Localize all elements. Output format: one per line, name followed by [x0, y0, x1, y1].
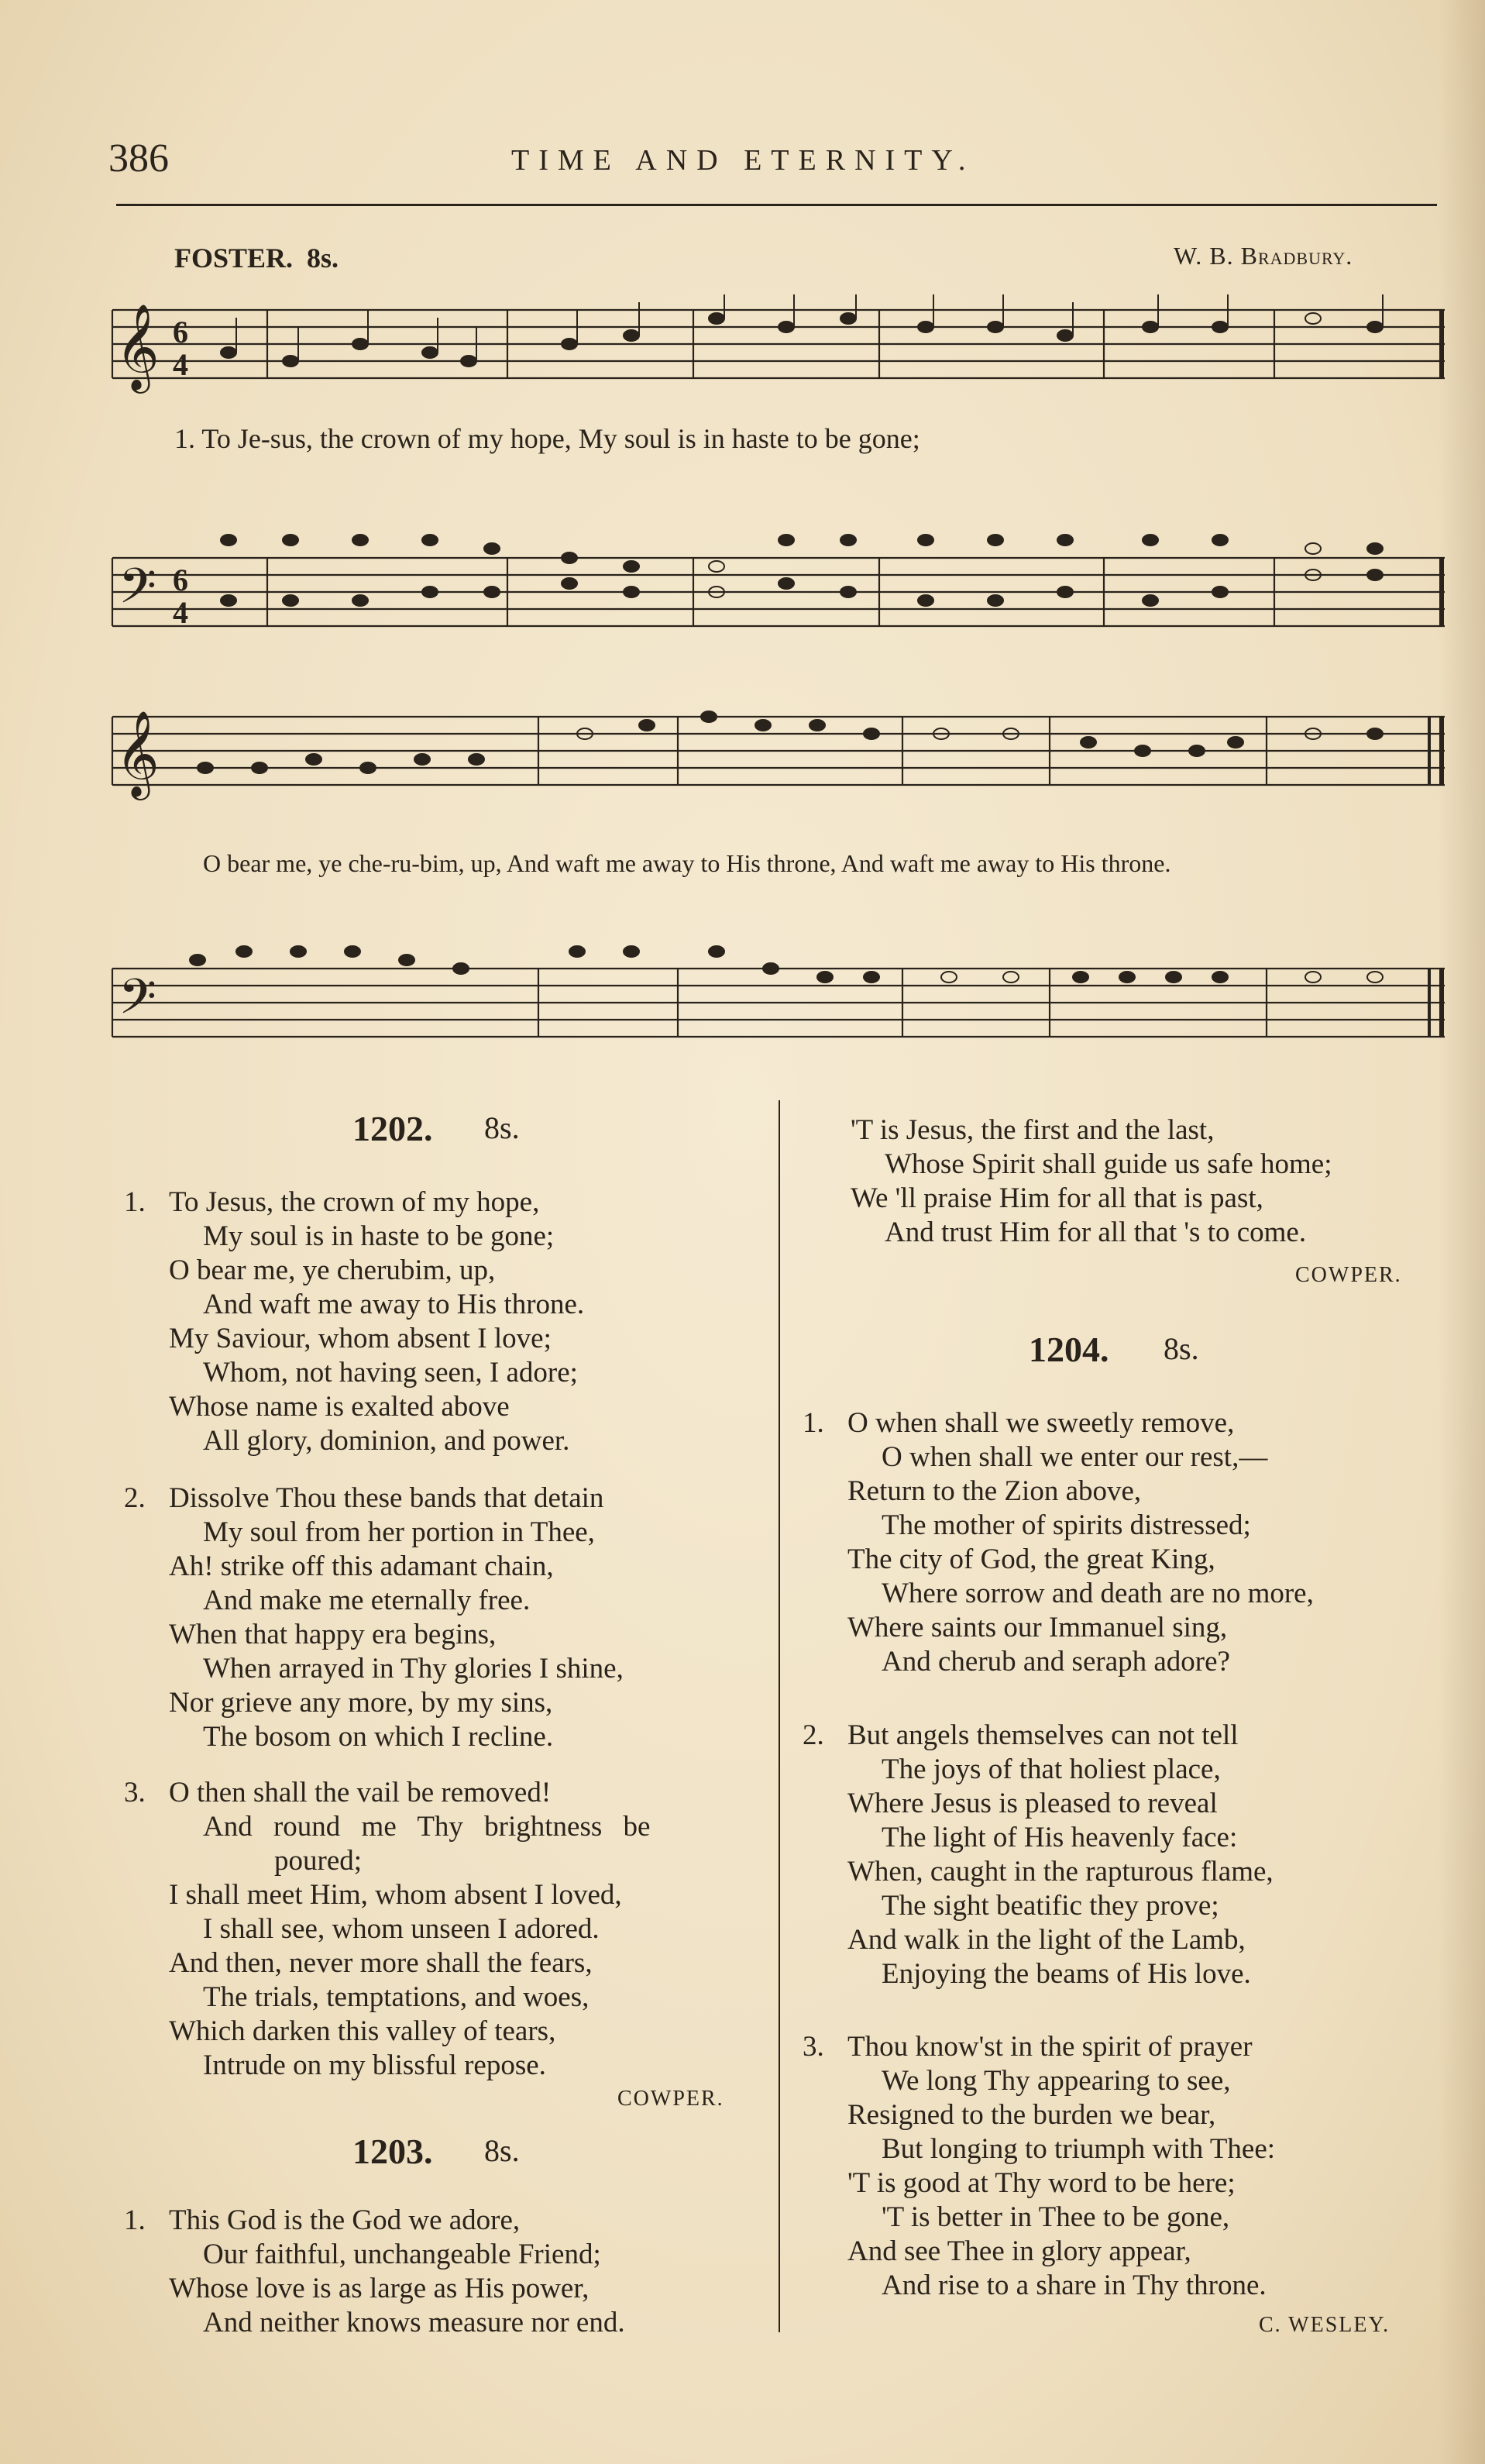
running-title: TIME AND ETERNITY. — [511, 144, 975, 177]
verse-line: And rise to a share in Thy throne. — [882, 2270, 1267, 2301]
verse-line: And walk in the light of the Lamb, — [847, 1924, 1246, 1956]
tune-meter: 8s. — [307, 243, 339, 274]
verse-line: The joys of that holiest place, — [882, 1753, 1221, 1785]
music-staff-treble-2 — [105, 693, 1452, 833]
tune-composer: W. B. Bradbury. — [1174, 242, 1353, 270]
verse-line: Return to the Zion above, — [847, 1475, 1142, 1507]
stanza-number: 3. — [124, 1777, 146, 1808]
verse-line: Where Jesus is pleased to reveal — [847, 1788, 1218, 1819]
hymn-1204-stanza-1 — [803, 1406, 1314, 1679]
hymn-1202-stanza-2 — [124, 1481, 624, 1754]
page-number: 386 — [108, 136, 169, 181]
verse-line: The mother of spirits distressed; — [882, 1509, 1251, 1541]
treble-clef-icon: 𝄞 — [115, 305, 160, 388]
verse-line: Dissolve Thou these bands that detain — [169, 1482, 604, 1514]
verse-line: And then, never more shall the fears, — [169, 1947, 593, 1979]
verse-line: My soul is in haste to be gone; — [203, 1220, 555, 1252]
verse-line: When, caught in the rapturous flame, — [847, 1856, 1274, 1888]
verse-line: Intrude on my blissful repose. — [203, 2049, 546, 2081]
hymn-meter-1203: 8s. — [484, 2133, 520, 2168]
verse-line: Enjoying the beams of His love. — [882, 1958, 1251, 1990]
verse-line: The bosom on which I recline. — [203, 1721, 554, 1753]
verse-line: Where sorrow and death are no more, — [882, 1578, 1314, 1609]
verse-line: And trust Him for all that 's to come. — [885, 1217, 1307, 1248]
verse-line: Thou know'st in the spirit of prayer — [847, 2031, 1253, 2063]
hymn-1204-stanza-3 — [803, 2030, 1276, 2303]
bass-time-signature-top: 6 — [173, 563, 188, 597]
verse-line: Whose love is as large as His power, — [169, 2273, 590, 2304]
verse-line: Where saints our Immanuel sing, — [847, 1612, 1228, 1643]
verse-line: We long Thy appearing to see, — [882, 2065, 1231, 2097]
hymn-1204-stanza-2 — [803, 1719, 1274, 1991]
stanza-number: 2. — [124, 1482, 146, 1514]
verse-line: And make me eternally free. — [203, 1585, 531, 1616]
treble-clef-icon-2: 𝄞 — [115, 712, 160, 795]
hymn-meter-1204: 8s. — [1164, 1331, 1199, 1366]
verse-line: I shall see, whom unseen I adored. — [203, 1913, 600, 1945]
hymn-1203-stanza-1-part-b — [851, 1113, 1332, 1250]
stanza-number: 2. — [803, 1719, 824, 1751]
time-signature-bottom: 4 — [173, 347, 188, 382]
tune-lyric-line-2: O bear me, ye che-ru-bim, up, And waft me away to His throne, And waft me away to His throne. — [203, 849, 1171, 877]
verse-line: And see Thee in glory appear, — [847, 2235, 1191, 2267]
hymn-1202-author: COWPER. — [617, 2087, 724, 2111]
stanza-number: 1. — [124, 1186, 146, 1218]
bass-clef-icon-2: 𝄢 — [119, 971, 156, 1036]
verse-line: But angels themselves can not tell — [847, 1719, 1239, 1751]
hymn-1203-author: COWPER. — [1295, 1263, 1402, 1287]
hymn-1202-stanza-1 — [124, 1186, 585, 1458]
verse-line: And cherub and seraph adore? — [882, 1646, 1230, 1678]
hymn-number-1204: 1204. — [1029, 1330, 1109, 1369]
verse-line: My soul from her portion in Thee, — [203, 1516, 595, 1548]
music-staff-bass-2 — [105, 891, 1452, 1069]
hymn-1202-stanza-3 — [124, 1776, 651, 2083]
verse-line: O when shall we sweetly remove, — [847, 1407, 1235, 1439]
verse-line: The sight beatific they prove; — [882, 1890, 1219, 1922]
music-staff-treble-1 — [105, 294, 1452, 395]
verse-line: My Saviour, whom absent I love; — [169, 1323, 552, 1354]
stanza-number: 3. — [803, 2031, 824, 2063]
verse-line: The city of God, the great King, — [847, 1543, 1215, 1575]
verse-line: But longing to triumph with Thee: — [882, 2133, 1276, 2165]
verse-line: 'T is better in Thee to be gone, — [882, 2201, 1230, 2233]
hymn-1203-stanza-1-part-a — [124, 2204, 625, 2340]
verse-line: poured; — [274, 1845, 363, 1877]
verse-line: Our faithful, unchangeable Friend; — [203, 2239, 601, 2270]
hymn-1204-author: C. WESLEY. — [1259, 2313, 1390, 2337]
verse-line: Ah! strike off this adamant chain, — [169, 1550, 554, 1582]
verse-line: 'T is good at Thy word to be here; — [847, 2167, 1236, 2199]
verse-line: We 'll praise Him for all that is past, — [851, 1182, 1263, 1214]
verse-line: Nor grieve any more, by my sins, — [169, 1687, 553, 1719]
verse-line: The light of His heavenly face: — [882, 1822, 1238, 1853]
verse-line: I shall meet Him, whom absent I loved, — [169, 1879, 622, 1911]
verse-line: And neither knows measure nor end. — [203, 2307, 625, 2338]
verse-line: All glory, dominion, and power. — [203, 1425, 570, 1457]
tune-name: FOSTER. 8s. — [174, 243, 339, 274]
bass-clef-icon: 𝄢 — [119, 560, 156, 625]
stanza-number: 1. — [124, 2204, 146, 2236]
verse-line: And waft me away to His throne. — [203, 1289, 585, 1320]
column-divider — [779, 1100, 780, 2332]
verse-line: Whom, not having seen, I adore; — [203, 1357, 578, 1389]
hymn-number-1202: 1202. — [352, 1109, 433, 1148]
time-signature-top: 6 — [173, 315, 188, 349]
verse-line: Whose Spirit shall guide us safe home; — [885, 1148, 1332, 1180]
verse-line: O then shall the vail be removed! — [169, 1777, 552, 1808]
verse-line: To Jesus, the crown of my hope, — [169, 1186, 540, 1218]
verse-line: Whose name is exalted above — [169, 1391, 510, 1423]
verse-line: This God is the God we adore, — [169, 2204, 521, 2236]
tune-lyric-line-1: 1. To Je-sus, the crown of my hope, My soul is in haste to be gone; — [174, 423, 920, 454]
verse-line: The trials, temptations, and woes, — [203, 1981, 590, 2013]
music-staff-bass-1 — [105, 496, 1452, 651]
header-rule — [116, 204, 1437, 206]
verse-line: 'T is Jesus, the first and the last, — [851, 1114, 1215, 1146]
verse-line: When that happy era begins, — [169, 1619, 497, 1650]
verse-line: O when shall we enter our rest,— — [882, 1441, 1268, 1473]
verse-line: O bear me, ye cherubim, up, — [169, 1254, 496, 1286]
verse-line: Resigned to the burden we bear, — [847, 2099, 1216, 2131]
hymn-number-1203: 1203. — [352, 2132, 433, 2171]
verse-line: Which darken this valley of tears, — [169, 2015, 556, 2047]
verse-line: When arrayed in Thy glories I shine, — [203, 1653, 624, 1685]
stanza-number: 1. — [803, 1407, 824, 1439]
hymn-meter-1202: 8s. — [484, 1110, 520, 1145]
bass-time-signature-bottom: 4 — [173, 595, 188, 630]
verse-line: And round me Thy brightness be — [203, 1811, 651, 1843]
